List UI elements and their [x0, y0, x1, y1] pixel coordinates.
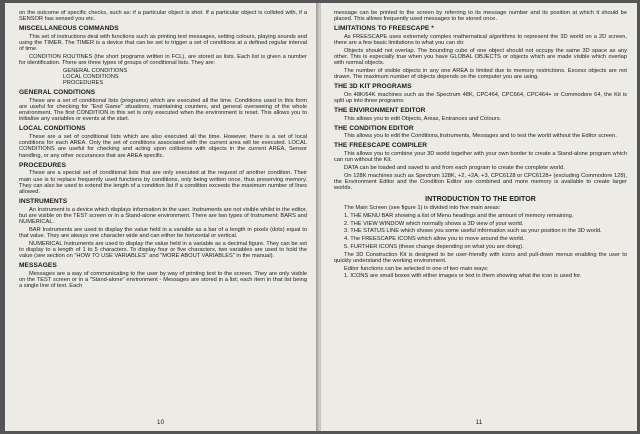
paragraph: 1. ICONS are small boxes with either images or text in them showing what the icon is used for.: [344, 273, 582, 280]
right-page-text: [334, 10, 627, 413]
section-heading: MESSAGES: [19, 261, 57, 269]
paragraph: 2. THE VIEW WINDOW which normally shows a 3D view of your world.: [344, 220, 524, 227]
paragraph: Editor functions can be selected in one of two main ways:: [344, 265, 489, 272]
section-heading: THE ENVIRONMENT EDITOR: [334, 106, 426, 114]
paragraph: CONDITION ROUTINES (the short programs written in FCL), are stored as lists. Each list is given a number for identification. There are three types of groups of conditional lists. They are:: [19, 53, 307, 67]
section-heading: LIMITATIONS TO FREESCAPE *: [334, 25, 434, 33]
section-heading: THE 3D KIT PROGRAMS: [334, 82, 412, 90]
left-page: [5, 3, 317, 431]
section-heading: INTRODUCTION TO THE EDITOR: [425, 196, 536, 204]
section-heading: MISCELLANEOUS COMMANDS: [19, 25, 119, 33]
paragraph: These are a set of conditional lists which are also executed all the time. However, there is a set of local conditions for each AREA. Only the set of conditions associated with the current area will be executed. LOCAL CONDITIONS are useful for checking and acting upon collisions with objects in the current AREA, Sensor handling, or any other occurances that are AREA specific.: [19, 134, 307, 159]
section-heading: LOCAL CONDITIONS: [19, 125, 86, 133]
paragraph: 5. FURTHER ICONS (these change depending on what you are doing).: [344, 243, 524, 250]
paragraph: This allows you to edit Objects, Areas, Entrances and Colours.: [344, 115, 502, 122]
section-heading: THE CONDITION EDITOR: [334, 124, 414, 132]
paragraph: Messages are a way of communicating to the user by way of printing text to the screen. They are only visible on the TEST screen or in a "Stand-alone" environment - Messages are stored in a list; each item in that list being a single line of text. Each: [19, 270, 307, 289]
paragraph: These are a set of conditional lists (programs) which are executed all the time. Conditions used in this form are useful for checking for "End Game" situations, maintaining counters, and general overseeing of the whole environment. The first CONDITION in this set is only executed when the environment is reset. This allows you to initialise any variables or events at the start.: [19, 97, 307, 123]
left-page-text: [19, 10, 307, 413]
paragraph: 4. The FREESCAPE ICONS which allow you to move around the world.: [344, 236, 525, 243]
list-item: LOCAL CONDITIONS: [63, 74, 119, 81]
paragraph: On 128K machines such as Spectrum 128K, +2, +2A, +3, CPC6128 or CPC6128+ (excluding Commodore 128), the Environment Editor and the Condition Editor are combined and more memory is available to create larger worlds.: [334, 172, 627, 192]
paragraph: Objects should not overlap. The bounding cube of one object should not occupy the same 3D space as any other. This is especially true when you have GLOBAL OBJECTS or objects which are made visible which overlap with normal objects.: [334, 47, 627, 67]
paragraph: on the outcome of specific checks, such as: if a particular object is shot. If a particular object is collided with, if a SENSOR has sensed you etc.: [19, 10, 307, 23]
list-item: GENERAL CONDITIONS: [63, 67, 128, 74]
paragraph: An Instrument is a device which displays information to the user. Instruments are not visible whilst in the editor, but are visible on the TEST screen or in a Stand-alone environment. There are two types of Instrument: BARS and NUMERICAL.: [19, 206, 307, 225]
paragraph: 1. THE MENU BAR showing a list of Menu headings and the amount of memory remaining.: [344, 212, 574, 219]
paragraph: The number of visible objects in any one AREA is limited due to memory restrictions. Excess objects are not drawn. The maximum number of objects depends on the computer you are using.: [334, 67, 627, 81]
page-number-right: 11: [475, 419, 483, 426]
section-heading: INSTRUMENTS: [19, 197, 68, 205]
paragraph: The 3D Construction Kit is designed to be user-friendly with icons and pull-down menus enabling the user to quickly understand the working environment.: [334, 251, 627, 264]
paragraph: This allows you to edit the Conditions,Instruments, Messages and to test the world without the Editor screen.: [344, 133, 617, 140]
condition-type-list: [19, 68, 307, 86]
paragraph: This set of instructions deal with functions such as printing text messages, setting colours, playing sounds and using the TIMER. The TIMER is a device that can be set to trigger a set of conditions at a defined regular interval of time.: [19, 33, 307, 53]
paragraph: This allows you to combine your 3D world together with your own border to create a Stand-alone program which can run without the Kit.: [334, 151, 627, 164]
paragraph: These are a special set of conditional lists that are only executed at the request of another condition. Their main use is to replace frequently used functions by conditions, only being written once, thus preserving memory. They can also be used to extend the length of a condition list if a condition exceeds the maximum number of lines allowed.: [19, 170, 307, 195]
paragraph: As FREESCAPE uses extremely complex mathematical algorithms to represent the 3D world on a 2D screen, there are a few basic limitations to what you can do:: [334, 33, 627, 47]
right-page: [320, 3, 637, 431]
section-heading: GENERAL CONDITIONS: [19, 89, 96, 97]
paragraph: 3. THE STATUS LINE which shows you some useful information such as your position in the 3D world.: [344, 228, 602, 235]
list-item: PROCEDURES: [63, 80, 104, 87]
paragraph: On 48K/64K machines such as the Spectrum 48K, CPC464, CPC664, CPC464+ or Commodore 64, the Kit is split up into three programs:: [334, 91, 627, 104]
paragraph: message can be printed to the screen by referring to its message number and its position at which it should be placed. This allows frequently used messages to be stored once.: [334, 10, 627, 23]
paragraph: BAR Instruments are used to display the value held in a variable as a bar of a length in pixels (dots) equal to that value. They are always one character wide and can either be horizontal or vertical.: [19, 226, 307, 239]
section-heading: PROCEDURES: [19, 161, 67, 169]
section-heading: THE FREESCAPE COMPILER: [334, 142, 428, 150]
page-number-left: 10: [156, 419, 165, 426]
paragraph: NUMERICAL Instruments are used to display the value held in a variable as a decimal figure. They can be set to display to a length of 1 to 5 characters. To display four or five characters, two variables are used to hold the value (see section on "HOW TO USE VARIABLES" and "MORE ABOUT VARIABLES" in the manual).: [19, 240, 307, 259]
paragraph: DATA can be loaded and saved to and from each program to create the complete world.: [344, 165, 565, 172]
paragraph: The Main Screen (see figure 1) is divided into five main areas:: [344, 205, 501, 212]
